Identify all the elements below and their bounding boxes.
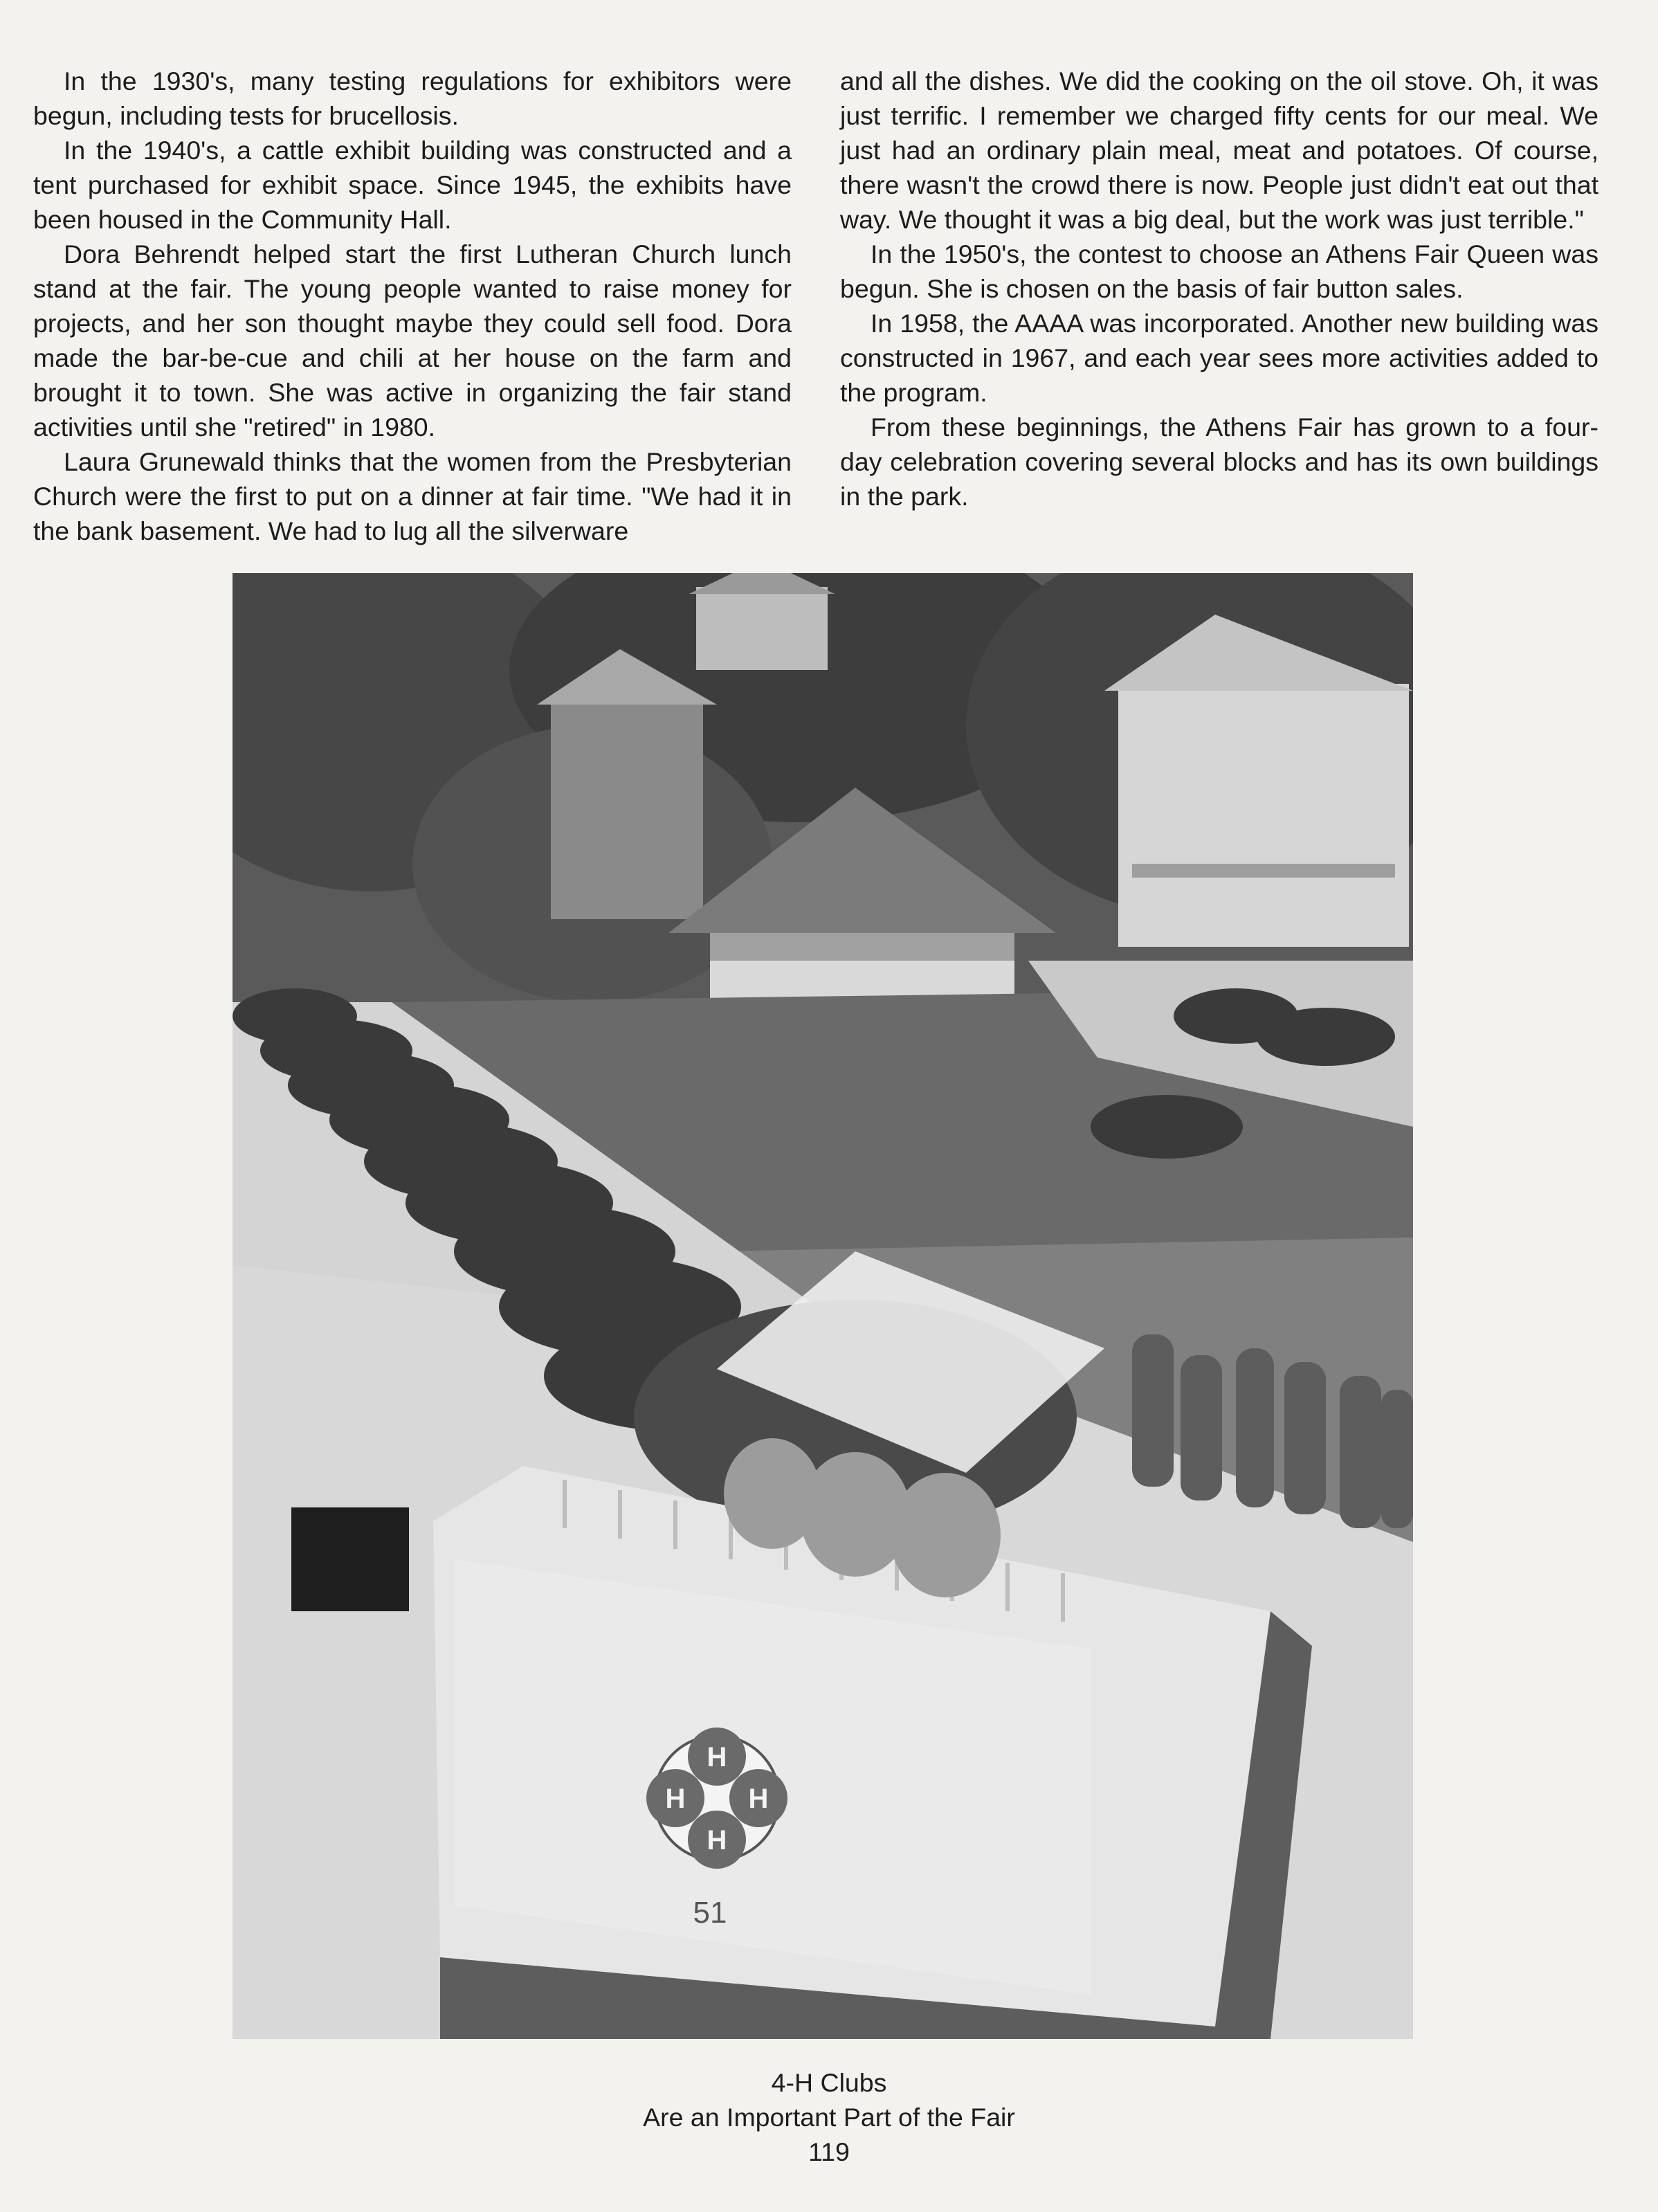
photo-illustration (233, 573, 1413, 2039)
emblem-letter: H (707, 1742, 727, 1773)
parade-float-photo (233, 573, 1413, 2039)
paragraph: In the 1940's, a cattle exhibit building was constructed and a tent purchased for exhibit space. Since 1945, the exhibits have been housed in the Community Hall. (33, 136, 792, 234)
paragraph-continued: and all the dishes. We did the cooking on the oil stove. Oh, it was just terrific. I remember we charged fifty cents for our meal. We just had an ordinary plain meal, meat and potatoes. Of course, there wasn't the crowd there is now. People just didn't eat out that way. We thought it was a big deal, but the work was just terrible." (840, 66, 1598, 234)
paragraph: In 1958, the AAAA was incorporated. Another new building was constructed in 1967, and each year sees more activities added to the program. (840, 309, 1598, 407)
paragraph: In the 1950's, the contest to choose an Athens Fair Queen was begun. She is chosen on the basis of fair button sales. (840, 239, 1598, 303)
emblem-letter: H (707, 1825, 727, 1856)
emblem-letter: H (748, 1784, 769, 1814)
page-number: 119 (808, 2137, 850, 2166)
left-text-column (33, 64, 792, 548)
paragraph: Dora Behrendt helped start the first Lutheran Church lunch stand at the fair. The young people wanted to raise money for projects, and her son thought maybe they could sell food. Dora made the bar-be-cue and chili at her house on the farm and brought it to town. She was active in organizing the fair stand activities until she "retired" in 1980. (33, 239, 792, 442)
photo-caption-line-1: 4-H Clubs (771, 2068, 887, 2097)
paragraph: In the 1930's, many testing regulations for exhibitors were begun, including tests for brucellosis. (33, 66, 792, 130)
float-number: 51 (693, 1896, 727, 1930)
right-text-column (840, 64, 1598, 514)
paragraph: From these beginnings, the Athens Fair has grown to a four-day celebration covering several blocks and has its own buildings in the park. (840, 413, 1598, 511)
photo-caption-line-2: Are an Important Part of the Fair (643, 2103, 1015, 2132)
paragraph: Laura Grunewald thinks that the women from the Presbyterian Church were the first to put on a dinner at fair time. "We had it in the bank basement. We had to lug all the silverware (33, 447, 792, 545)
emblem-letter: H (665, 1784, 686, 1814)
